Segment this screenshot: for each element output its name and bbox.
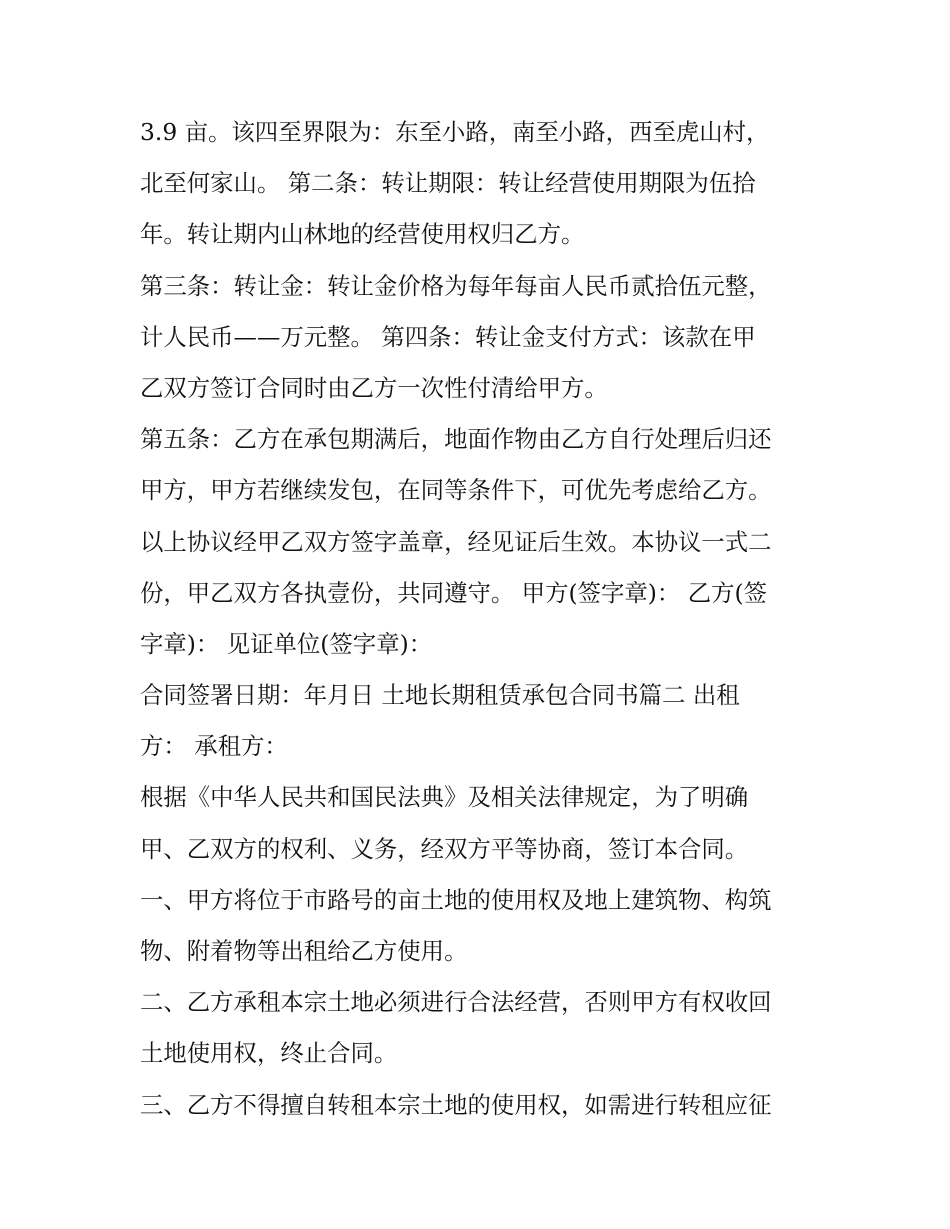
text-line: 三、乙方不得擅自转租本宗土地的使用权，如需进行转租应征 [140, 1090, 772, 1119]
text-line: 方： 承租方： [140, 732, 288, 761]
text-line: 根据《中华人民共和国民法典》及相关法律规定，为了明确 [140, 783, 749, 812]
text-line: 甲方，甲方若继续发包，在同等条件下，可优先考虑给乙方。 [140, 476, 772, 505]
text-line: 一、甲方将位于市路号的亩土地的使用权及地上建筑物、构筑 [140, 885, 772, 914]
text-line: 甲、乙双方的权利、义务，经双方平等协商，签订本合同。 [140, 834, 749, 863]
text-line: 合同签署日期：年月日 土地长期租赁承包合同书篇二 出租 [140, 681, 740, 710]
text-line: 物、附着物等出租给乙方使用。 [140, 937, 468, 965]
text-line: 第五条：乙方在承包期满后，地面作物由乙方自行处理后归还 [140, 425, 772, 454]
text-line: 二、乙方承租本宗土地必须进行合法经营，否则甲方有权收回 [140, 988, 772, 1017]
text-line: 计人民币——万元整。 第四条：转让金支付方式：该款在甲 [140, 322, 756, 351]
text-line: 份，甲乙双方各执壹份，共同遵守。 甲方(签字章)： 乙方(签 [140, 578, 768, 607]
text-line: 3.9 亩。该四至界限为：东至小路，南至小路，西至虎山村， [140, 118, 770, 146]
text-line: 以上协议经甲乙双方签字盖章，经见证后生效。本协议一式二 [140, 527, 772, 556]
contract-text-body [140, 107, 820, 1131]
text-line: 年。转让期内山林地的经营使用权归乙方。 [140, 220, 585, 249]
text-line: 第三条：转让金：转让金价格为每年每亩人民币贰拾伍元整， [140, 271, 772, 300]
text-line: 乙双方签订合同时由乙方一次性付清给甲方。 [140, 373, 608, 402]
text-line: 北至何家山。 第二条：转让期限：转让经营使用期限为伍拾 [140, 169, 756, 198]
text-line: 字章)： 见证单位(签字章)： [140, 629, 433, 658]
text-line: 土地使用权，终止合同。 [140, 1039, 398, 1068]
